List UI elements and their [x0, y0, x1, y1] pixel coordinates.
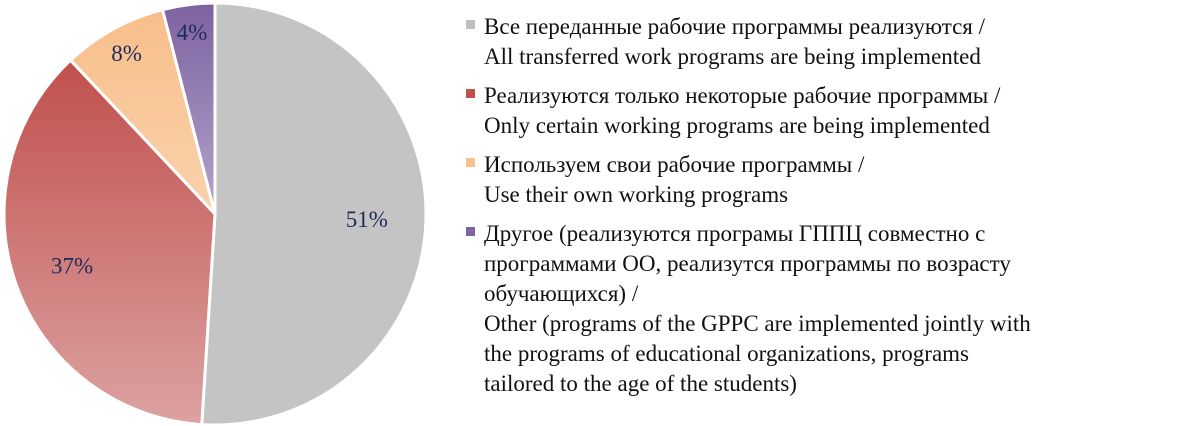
legend-swatch: [466, 89, 475, 98]
legend-swatch: [466, 158, 475, 167]
data-label: 37%: [50, 253, 94, 279]
legend-swatch: [466, 227, 475, 236]
legend-label: Используем свои рабочие программы / Use their own working programs: [484, 152, 865, 207]
legend: [462, 12, 1162, 408]
legend-swatch: [466, 20, 475, 29]
data-label: 8%: [111, 41, 142, 67]
legend-item-own-programs: [462, 150, 1162, 210]
legend-item-some-implemented: [462, 81, 1162, 141]
legend-item-other: [462, 219, 1162, 399]
data-label: 4%: [176, 19, 208, 45]
legend-label: Реализуются только некоторые рабочие программы / Only certain working programs are being implemented: [484, 83, 1001, 138]
data-label: 51%: [345, 206, 388, 232]
legend-label: Другое (реализуются програмы ГППЦ совместно с программами ОО, реализутся программы по возрасту обучающихся) / Other (programs of the GPPC are implemented jointly with the programs of educational organizations, programs tailored to the age of the students): [484, 221, 1031, 396]
legend-label: Все переданные рабочие программы реализуются / All transferred work programs are being implemented: [484, 14, 985, 69]
slice-all-implemented: [202, 3, 426, 425]
pie-chart: [0, 0, 440, 426]
legend-item-all-implemented: [462, 12, 1162, 72]
